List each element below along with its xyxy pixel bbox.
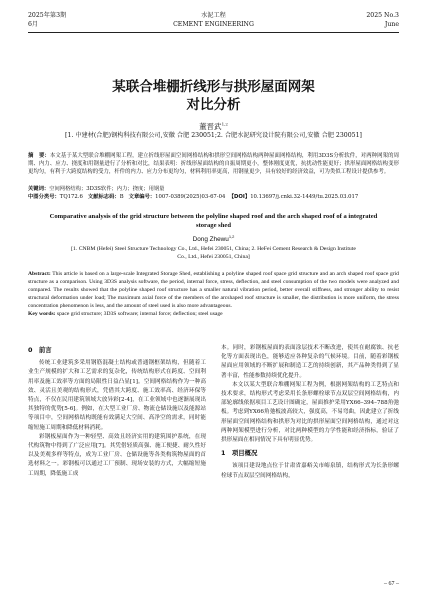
article-no-value: 1007-0389(2025)03-67-04 [155, 194, 226, 200]
section-heading-preface: 0 前言 [28, 346, 52, 354]
page-number: – 67 – [384, 581, 399, 587]
title-line-1: 某联合堆棚折线形与拱形屋面网架 [112, 79, 315, 95]
english-abstract [28, 270, 399, 318]
keywords-cn-text: 空间网格结构；3D3S软件；内力；挠度；用钢量 [49, 186, 165, 192]
abstract-cn-label: 摘 要： [28, 153, 50, 159]
journal-month: 6月 [28, 21, 39, 28]
doc-code-label: 文献标志码： [87, 194, 120, 200]
classification-line [28, 193, 399, 201]
keywords-cn-label: 关键词： [28, 186, 50, 192]
en-keywords [28, 310, 399, 318]
clc-label: 中图分类号： [28, 194, 60, 200]
journal-name-en: CEMENT ENGINEERING [173, 21, 254, 28]
body-paragraph: 彩钢板屋面作为一种轻型、高效且经济实用的建筑围护系统，在现代构筑物中得到了广泛应用[7]。其凭借轻质高强、施工便捷、耐久性好以及美观多样等特点，成为工业厂房、仓储设施等各类构筑物屋面的首选材料之一。彩钢板可以通过工厂预制、现场安装的方式，大幅缩短施工周期，降低施工成 [28, 433, 206, 477]
article-no-label: 文章编号： [128, 194, 156, 200]
en-keywords-text: space grid structure; 3D3S software; internal force; deflection; steel usage [56, 311, 223, 317]
english-affiliation: [1. CNBM (Hefei) Steel Structure Technology Co., Ltd., Hefei 230051, China; 2. HeFei Cement Research & Design Institute Co., Ltd., Hefei 230051, China] [71, 246, 356, 260]
journal-name-cn: 水泥工程 [201, 12, 226, 19]
header-center [28, 11, 399, 29]
title-line-2: 对比分析 [186, 97, 241, 113]
author-name: 董晋武 [199, 122, 222, 131]
en-author-sup: 1,2 [228, 234, 235, 239]
english-author [0, 234, 427, 243]
en-abstract-text: This article is based on a large-scale Integrated Storage Shed, establishing a polyline shaped roof space grid structure and an arch shaped roof space grid structure as a comparison. Using 3D3S analysis software, the period, internal force, stress, deflection, and steel consumption of the two models were analyzed and compared. The results showed that the polyline shaped roof structure has a smaller natural vibration period, better overall stiffness, and stronger ability to resist structural deformation under load; The maximum axial force of the members of the arcshaped roof structure is smaller, the distribution is more uniform, the stress concentration phenomenon is less, and the amount of steel used is also more advantageous. [28, 271, 399, 309]
keywords-cn [28, 185, 399, 193]
en-keywords-label: Key words: [28, 311, 56, 317]
body-paragraph: 该项目建设地点位于甘肃省嘉峪关市峪泉镇，结构形式为长条形螺栓球节点双层空间网格结构， [221, 463, 399, 479]
journal-month-en: June [384, 21, 399, 28]
doi-value: 10.13697/j.cnki.32-1449/tu.2025.03.017 [250, 194, 359, 200]
en-abstract-block [28, 270, 399, 310]
english-title: Comparative analysis of the grid structure between the polyline shaped roof and the arch shaped roof of a integrated storage shed [49, 213, 378, 229]
doi-label: 【DOI】 [228, 194, 251, 200]
running-header [28, 11, 399, 33]
header-rule [28, 32, 399, 33]
paper-title [40, 78, 387, 114]
journal-issue-en: 2025 No.3 [366, 12, 399, 19]
clc-value: TQ172.6 [59, 194, 83, 200]
body-paragraph: 本文以某大型联合堆棚网架工程为例，根据网架结构的工艺特点和技术要求，结构形式考虑采用长条形螺栓球节点双层空间网格结构，内部轮廓线依据项目工艺设计图确定，屋面推护采用YX66–394–788角弛板。考虑到YX66角弛板波高较大，强度高，不易弯曲，因此建立了折线形屋面空间网格结构和拱形为对比的拱形屋面空间网格结构，通过对这两种网架模型进行分析，对比两种模型的力学性能和经济指标，验证了拱形屋面在相同情况下具有明显优势。 [221, 381, 399, 444]
journal-issue: 2025年第3期 [28, 12, 67, 19]
en-author-name: Dong Zhewu [192, 236, 229, 244]
abstract-cn-text: 本文基于某大型联合堆棚网架工程，建立折线形屋面空间网格结构和拱形空间网格结构两种屋面网格结构，利用3D3S分析软件，对两种网架的周期、内力、应力、挠度和用钢量进行了分析和对比，结果表明：折线形屋面结构的自振周期更小，整体刚度更优，抗扰动性能更好；拱形屋面网格结构变形更均匀，有利于大跨度结构的受力，杆件的内力、应力分布更均匀，材料利用率更高，用钢量更少，具有较好的经济效益，可为类似工程设计提供参考。 [28, 153, 399, 175]
body-paragraph: 传统工业建筑多采用钢筋混凝土结构或普通钢框架结构，但随着工业生产规模的扩大和工艺需求的复杂化，传统结构形式在跨度、空间利用率及施工效率等方面的局限性日益凸显[1]。空间网格结构作为一种高效、灵活且美观的结构形式，凭借其大跨度、施工效率高、经济环保等特点，不仅在民用建筑领域大放异彩[2-4]，在工业领域中也逐渐展现出其独特的优势[5-6]。例如，在大型工业厂房、物流仓储设施以及能源站等项目中，空间网格结构既能有效满足大空间、高净空的需求，同时能缩短施工周期和降低材料消耗。 [28, 360, 206, 431]
abstract-cn [28, 152, 399, 176]
body-paragraph: 本。同时，彩钢板屋面的表面涂层技术不断改进，使其在耐腐蚀、抗老化等方面表现出色，能够适应各种复杂的气候环境。目前，随着彩钢板屋面应用领域的不断扩展和制造工艺的持续创新，其产品种类得到了显著丰富，性能参数持续优化提升。 [221, 345, 399, 379]
header-right [366, 11, 399, 29]
body-column-right [221, 344, 399, 481]
author-sup: 1,2 [221, 121, 228, 127]
section-heading-project: 1 项目概况 [221, 449, 258, 458]
affiliation: [1. 中建材(合肥)钢构科技有限公司,安徽 合肥 230051;2. 合肥水泥研究设计院有限公司,安徽 合肥 230051] [65, 132, 362, 139]
doc-code-value: B [119, 194, 124, 200]
en-abstract-label: Abstract: [28, 271, 51, 277]
body-column-left [28, 344, 206, 479]
